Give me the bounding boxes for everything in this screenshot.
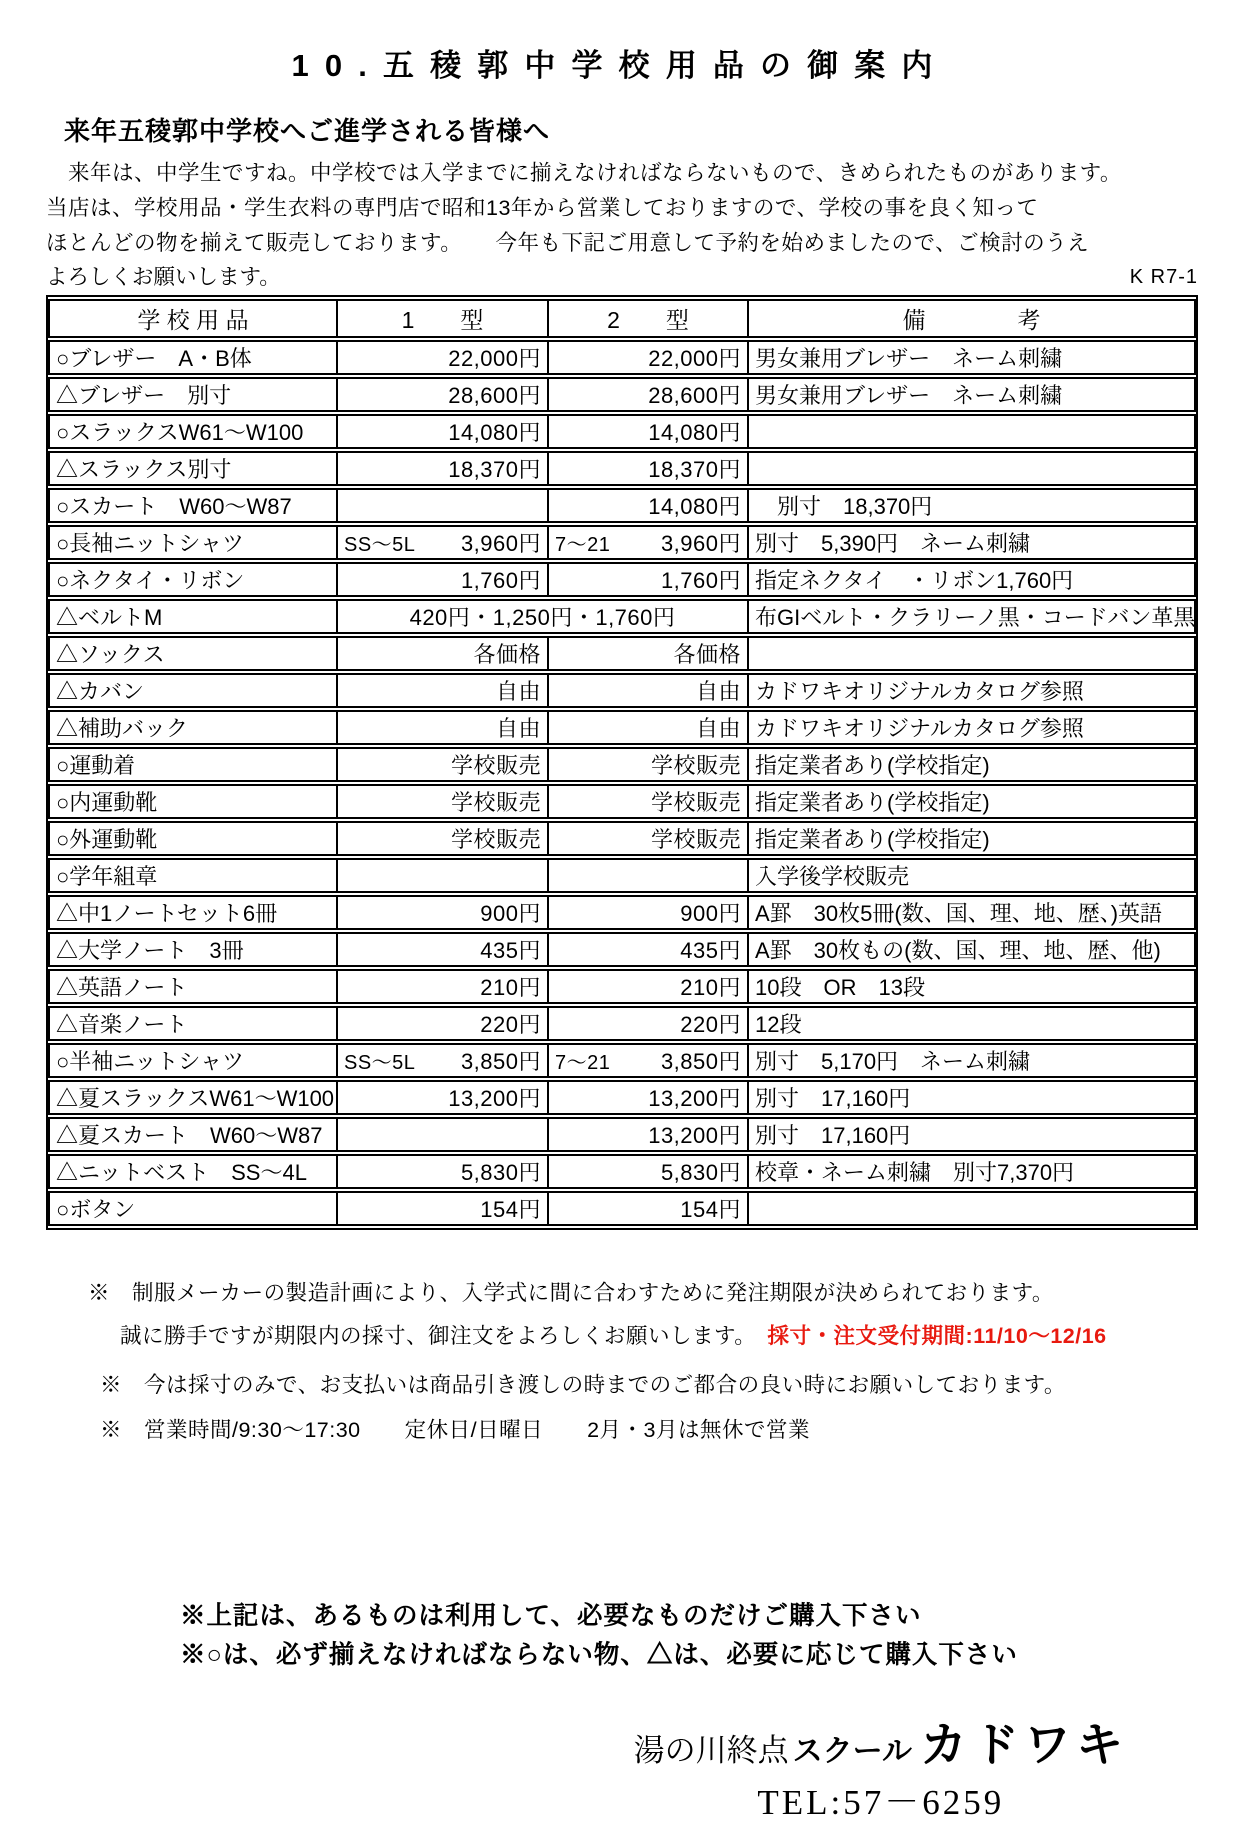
table-row xyxy=(48,969,1196,1004)
size-range: SS～5L xyxy=(344,1052,416,1074)
price-cell-c1: 435円 xyxy=(336,932,547,967)
price-cell-c2: 学校販売 xyxy=(547,784,747,819)
price-cell-c2: 1,760円 xyxy=(547,562,747,597)
item-cell: △スラックス別寸 xyxy=(48,451,336,486)
price-cell-c1: 154円 xyxy=(336,1191,547,1226)
price-cell-c1: 自由 xyxy=(336,673,547,708)
item-cell: ○ネクタイ・リボン xyxy=(48,562,336,597)
note-payment: ※ 今は採寸のみで、お支払いは商品引き渡しの時までのご都合の良い時にお願いしております。 xyxy=(100,1373,1066,1397)
price-cell-c2: 学校販売 xyxy=(547,747,747,782)
shop-tel: TEL:57－6259 xyxy=(757,1783,1005,1822)
item-cell: ○外運動靴 xyxy=(48,821,336,856)
price-span-cell: 420円・1,250円・1,760円 xyxy=(336,599,747,634)
price-cell-c2: 14,080円 xyxy=(547,488,747,523)
table-row xyxy=(48,1191,1196,1226)
remarks-cell: 別寸 18,370円 xyxy=(747,488,1196,523)
price-cell-c2: 154円 xyxy=(547,1191,747,1226)
price-cell-c1 xyxy=(336,525,547,560)
item-cell: △中1ノートセット6冊 xyxy=(48,895,336,930)
price-cell-c1: 210円 xyxy=(336,969,547,1004)
price-cell-c1 xyxy=(336,858,547,893)
column-header: 1 型 xyxy=(336,299,547,338)
remarks-cell: 指定業者あり(学校指定) xyxy=(747,784,1196,819)
price-value: 3,960円 xyxy=(460,531,541,556)
header-row xyxy=(48,299,1196,338)
remarks-cell: 指定業者あり(学校指定) xyxy=(747,821,1196,856)
item-cell: △補助バック xyxy=(48,710,336,745)
item-cell: △夏スラックスW61～W100 xyxy=(48,1080,336,1115)
table-row xyxy=(48,858,1196,893)
column-header: 2 型 xyxy=(547,299,747,338)
remarks-cell: 入学後学校販売 xyxy=(747,858,1196,893)
table-row xyxy=(48,414,1196,449)
item-cell: △ニットベスト SS～4L xyxy=(48,1154,336,1189)
price-value: 3,960円 xyxy=(660,531,741,556)
remarks-cell: 布GIベルト・クラリーノ黒・コードバン革黒 xyxy=(747,599,1196,634)
shop-name: カドワキ xyxy=(920,1718,1128,1771)
page-title: 10.五稜郭中学校用品の御案内 xyxy=(291,48,949,83)
remarks-cell: 指定ネクタイ ・リボン1,760円 xyxy=(747,562,1196,597)
item-cell: ○スラックスW61～W100 xyxy=(48,414,336,449)
table-row xyxy=(48,1006,1196,1041)
item-cell: △音楽ノート xyxy=(48,1006,336,1041)
price-cell-c1: 28,600円 xyxy=(336,377,547,412)
price-value: 3,850円 xyxy=(660,1049,741,1074)
price-cell-c1: 学校販売 xyxy=(336,747,547,782)
table-row xyxy=(48,932,1196,967)
price-cell-c1: 18,370円 xyxy=(336,451,547,486)
price-cell-c1: 5,830円 xyxy=(336,1154,547,1189)
size-price xyxy=(555,527,741,558)
price-cell-c1: 900円 xyxy=(336,895,547,930)
table-row xyxy=(48,340,1196,375)
price-cell-c2: 900円 xyxy=(547,895,747,930)
price-cell-c1: 22,000円 xyxy=(336,340,547,375)
size-range: SS～5L xyxy=(344,534,416,556)
table-row xyxy=(48,821,1196,856)
price-cell-c2: 22,000円 xyxy=(547,340,747,375)
item-cell: ○半袖ニットシャツ xyxy=(48,1043,336,1078)
note-order-deadline: ※ 制服メーカーの製造計画により、入学式に間に合わすために発注期限が決められております。 xyxy=(88,1281,1054,1305)
price-cell-c2: 13,200円 xyxy=(547,1080,747,1115)
table-row xyxy=(48,784,1196,819)
price-cell-c1: 1,760円 xyxy=(336,562,547,597)
closing-row xyxy=(46,261,1198,293)
item-cell: ○学年組章 xyxy=(48,858,336,893)
size-range: 7～21 xyxy=(555,1052,611,1074)
table-row xyxy=(48,673,1196,708)
price-cell-c2: 14,080円 xyxy=(547,414,747,449)
price-cell-c2: 自由 xyxy=(547,673,747,708)
shop-location: 湯の川終点 xyxy=(633,1733,789,1768)
table-row xyxy=(48,562,1196,597)
price-cell-c1: 13,200円 xyxy=(336,1080,547,1115)
table-row xyxy=(48,1043,1196,1078)
table-row xyxy=(48,710,1196,745)
note-request-text: 誠に勝手ですが期限内の採寸、御注文をよろしくお願いします。 xyxy=(120,1324,768,1348)
item-cell: ○ブレザー A・B体 xyxy=(48,340,336,375)
note-business-hours: ※ 営業時間/9:30～17:30 定休日/日曜日 2月・3月は無休で営業 xyxy=(100,1418,811,1442)
price-cell-c2: 自由 xyxy=(547,710,747,745)
price-cell-c2: 435円 xyxy=(547,932,747,967)
remarks-cell xyxy=(747,451,1196,486)
item-cell: △カバン xyxy=(48,673,336,708)
table-row xyxy=(48,1080,1196,1115)
table-row xyxy=(48,1154,1196,1189)
item-cell: △ソックス xyxy=(48,636,336,671)
column-header: 備 考 xyxy=(747,299,1196,338)
table-row xyxy=(48,599,1196,634)
acceptance-period: 採寸・注文受付期間:11/10～12/16 xyxy=(767,1324,1107,1348)
price-cell-c1: 自由 xyxy=(336,710,547,745)
document-page xyxy=(0,40,1240,1822)
intro-line: 来年は、中学生ですね。中学校では入学までに揃えなければならないもので、きめられたものがあります。 xyxy=(46,161,1122,185)
table-row xyxy=(48,377,1196,412)
remarks-cell xyxy=(747,414,1196,449)
price-cell-c2 xyxy=(547,525,747,560)
purchase-note-line: ※○は、必ず揃えなければならない物、△は、必要に応じて購入下さい xyxy=(180,1640,1018,1669)
remarks-cell: 校章・ネーム刺繍 別寸7,370円 xyxy=(747,1154,1196,1189)
item-cell: △英語ノート xyxy=(48,969,336,1004)
table-row xyxy=(48,747,1196,782)
price-cell-c2: 13,200円 xyxy=(547,1117,747,1152)
size-price xyxy=(555,1045,741,1076)
table-row xyxy=(48,636,1196,671)
remarks-cell: 別寸 5,170円 ネーム刺繍 xyxy=(747,1043,1196,1078)
price-cell-c1 xyxy=(336,1117,547,1152)
intro-paragraph xyxy=(46,156,1240,261)
purchase-note-line: ※上記は、あるものは利用して、必要なものだけご購入下さい xyxy=(180,1601,922,1630)
price-cell-c2 xyxy=(547,1043,747,1078)
remarks-cell xyxy=(747,636,1196,671)
shop-block xyxy=(634,1708,1128,1825)
remarks-cell: 12段 xyxy=(747,1006,1196,1041)
item-cell: ○長袖ニットシャツ xyxy=(48,525,336,560)
price-table-body xyxy=(48,340,1196,1226)
price-cell-c1: 学校販売 xyxy=(336,784,547,819)
size-range: 7～21 xyxy=(555,534,611,556)
shop-name-row xyxy=(634,1708,1128,1775)
remarks-cell: 別寸 5,390円 ネーム刺繍 xyxy=(747,525,1196,560)
price-cell-c2: 各価格 xyxy=(547,636,747,671)
price-cell-c1: 各価格 xyxy=(336,636,547,671)
price-cell-c2: 18,370円 xyxy=(547,451,747,486)
price-cell-c2: 210円 xyxy=(547,969,747,1004)
remarks-cell: 男女兼用ブレザー ネーム刺繍 xyxy=(747,340,1196,375)
column-header: 学 校 用 品 xyxy=(48,299,336,338)
remarks-cell: A罫 30枚もの(数、国、理、地、歴、他) xyxy=(747,932,1196,967)
price-cell-c1 xyxy=(336,488,547,523)
purchase-notes xyxy=(180,1596,1240,1674)
size-price xyxy=(344,1045,541,1076)
table-row xyxy=(48,895,1196,930)
remarks-cell: 男女兼用ブレザー ネーム刺繍 xyxy=(747,377,1196,412)
table-row xyxy=(48,488,1196,523)
price-cell-c1 xyxy=(336,1043,547,1078)
shop-type: スクール xyxy=(792,1735,912,1768)
table-row xyxy=(48,1117,1196,1152)
table-row xyxy=(48,451,1196,486)
price-cell-c2: 5,830円 xyxy=(547,1154,747,1189)
intro-line: ほとんどの物を揃えて販売しております。 今年も下記ご用意して予約を始めましたので、ご検討のうえ xyxy=(46,231,1090,255)
price-table xyxy=(46,295,1198,1230)
price-cell-c1: 学校販売 xyxy=(336,821,547,856)
intro-line: 当店は、学校用品・学生衣料の専門店で昭和13年から営業しておりますので、学校の事を良く知って xyxy=(46,196,1039,220)
item-cell: ○スカート W60～W87 xyxy=(48,488,336,523)
doc-code: K R7-1 xyxy=(1129,266,1198,288)
remarks-cell: 指定業者あり(学校指定) xyxy=(747,747,1196,782)
price-table-header xyxy=(48,299,1196,338)
remarks-cell: 別寸 17,160円 xyxy=(747,1080,1196,1115)
price-cell-c2: 学校販売 xyxy=(547,821,747,856)
item-cell: ○内運動靴 xyxy=(48,784,336,819)
item-cell: ○運動着 xyxy=(48,747,336,782)
price-cell-c1: 14,080円 xyxy=(336,414,547,449)
price-cell-c2: 220円 xyxy=(547,1006,747,1041)
remarks-cell: 別寸 17,160円 xyxy=(747,1117,1196,1152)
remarks-cell: A罫 30枚5冊(数、国、理、地、歴、)英語 xyxy=(747,895,1196,930)
item-cell: △夏スカート W60～W87 xyxy=(48,1117,336,1152)
item-cell: △大学ノート 3冊 xyxy=(48,932,336,967)
price-cell-c2: 28,600円 xyxy=(547,377,747,412)
remarks-cell: カドワキオリジナルカタログ参照 xyxy=(747,710,1196,745)
item-cell: △ブレザー 別寸 xyxy=(48,377,336,412)
remarks-cell xyxy=(747,1191,1196,1226)
remarks-cell: 10段 OR 13段 xyxy=(747,969,1196,1004)
intro-closing: よろしくお願いします。 xyxy=(46,265,281,289)
item-cell: △ベルトM xyxy=(48,599,336,634)
remarks-cell: カドワキオリジナルカタログ参照 xyxy=(747,673,1196,708)
price-value: 3,850円 xyxy=(460,1049,541,1074)
table-row xyxy=(48,525,1196,560)
note-request xyxy=(120,1319,1240,1350)
price-cell-c2 xyxy=(547,858,747,893)
intro-heading: 来年五稜郭中学校へご進学される皆様へ xyxy=(64,116,551,146)
item-cell: ○ボタン xyxy=(48,1191,336,1226)
size-price xyxy=(344,527,541,558)
price-cell-c1: 220円 xyxy=(336,1006,547,1041)
